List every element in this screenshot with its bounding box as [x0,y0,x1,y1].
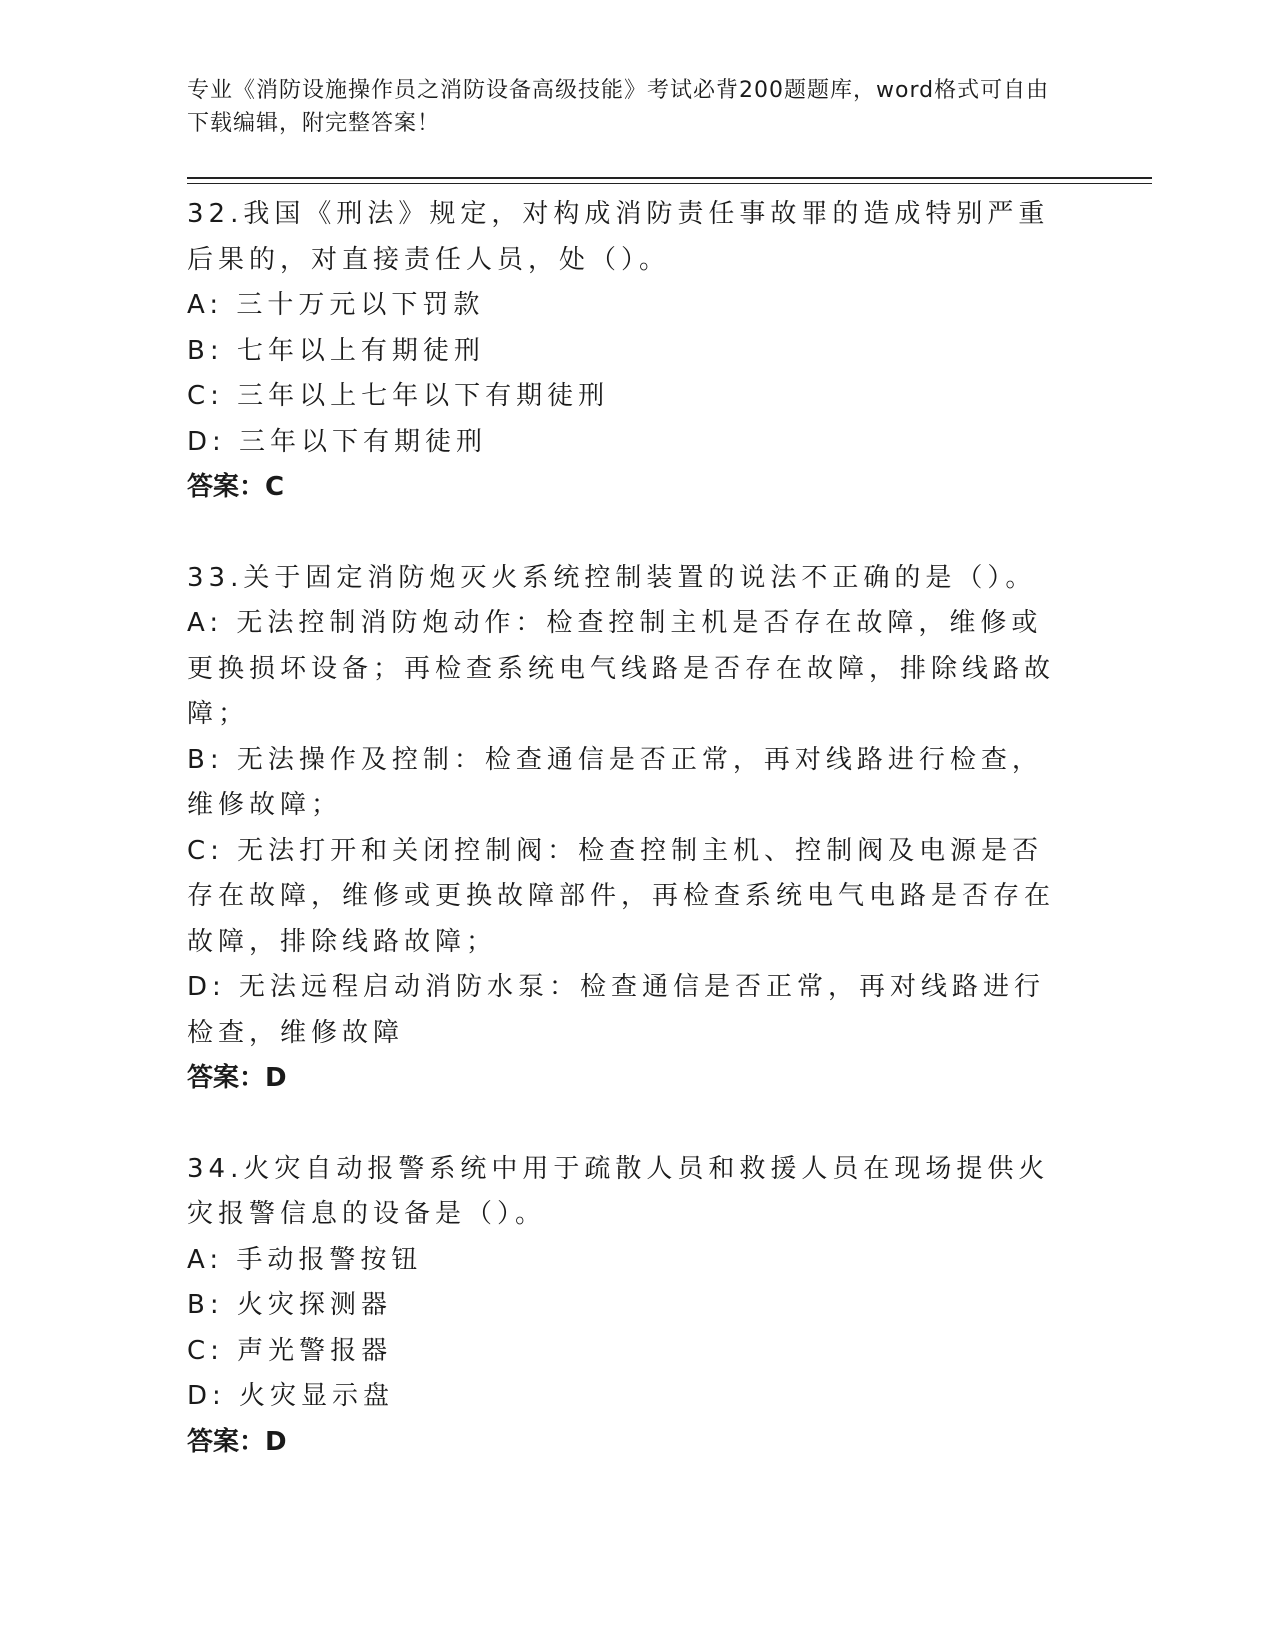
option-a: A: 三十万元以下罚款 [187,290,485,320]
header-divider-thick [187,177,1152,179]
option-c: C: 声光警报器 [187,1335,393,1366]
option-b: B: 七年以上有期徒刑 [187,335,485,366]
header-divider-thin [187,183,1152,184]
answer: 答案：D [187,1063,287,1093]
question-list [187,192,1067,1510]
option-a: A: 手动报警按钮 [187,1244,423,1275]
question-stem: 32.我国《刑法》规定，对构成消防责任事故罪的造成特别严重后果的，对直接责任人员，处（）。 [187,199,1050,275]
option-c: C: 三年以上七年以下有期徒刑 [187,381,610,411]
option-a: A: 无法控制消防炮动作：检查控制主机是否存在故障，维修或更换损坏设备；再检查系统电气线路是否存在故障，排除线路故障； [187,608,1056,729]
option-d: D: 无法远程启动消防水泵：检查通信是否正常，再对线路进行检查，维修故障 [187,972,1046,1048]
question-32 [187,192,1067,511]
option-b: B: 无法操作及控制：检查通信是否正常，再对线路进行检查，维修故障； [187,744,1043,820]
question-stem: 34.火灾自动报警系统中用于疏散人员和救援人员在现场提供火灾报警信息的设备是（）。 [187,1153,1050,1229]
answer: 答案：C [187,472,285,502]
option-d: D: 三年以下有期徒刑 [187,426,488,457]
question-34 [187,1147,1067,1466]
answer: 答案：D [187,1426,287,1457]
question-stem: 33.关于固定消防炮灭火系统控制装置的说法不正确的是（）。 [187,562,1037,593]
option-c: C: 无法打开和关闭控制阀：检查控制主机、控制阀及电源是否存在故障，维修或更换故障部件，再检查系统电气电路是否存在故障，排除线路故障； [187,835,1056,957]
option-d: D: 火灾显示盘 [187,1381,395,1411]
option-b: B: 火灾探测器 [187,1290,392,1320]
document-header: 专业《消防设施操作员之消防设备高级技能》考试必背200题题库，word格式可自由下载编辑，附完整答案！ [187,78,1050,136]
question-33 [187,556,1067,1102]
